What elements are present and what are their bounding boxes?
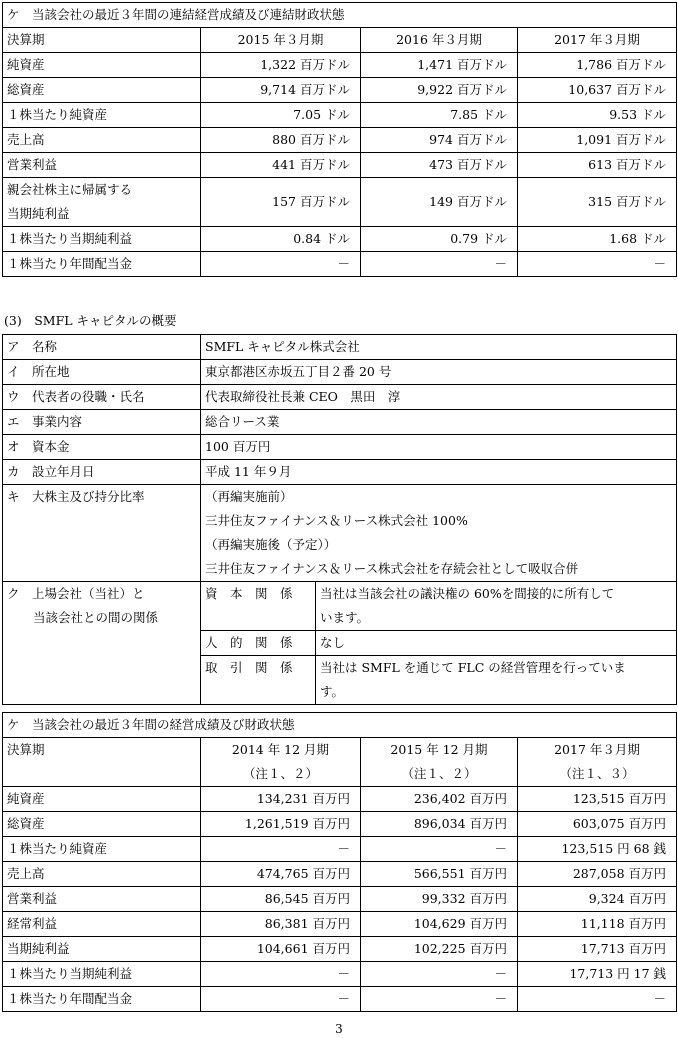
header-line: 2015 年 12 月期: [390, 742, 488, 757]
cell-value: 603,075 百万円: [518, 812, 677, 837]
cell-value: 102,225 百万円: [361, 937, 518, 962]
cell-value: 613 百万ドル: [518, 153, 677, 178]
shareholder-line: （再編実施後（予定））: [205, 537, 337, 552]
consolidated-results-table: [2, 2, 677, 277]
row-label: 純資産: [3, 787, 201, 812]
relationship-type: 取 引 関 係: [201, 656, 316, 705]
row-label: ウ 代表者の役職・氏名: [3, 385, 201, 410]
row-label: [3, 178, 201, 227]
header-cell: [518, 738, 677, 787]
cell-value: －: [518, 252, 677, 277]
table-row: [3, 582, 677, 631]
table-header-row: [3, 738, 677, 787]
cell-value: 123,515 円 68 銭: [518, 837, 677, 862]
relationship-line: す。: [320, 684, 345, 699]
table-caption: ケ 当該会社の最近３年間の連結経営成績及び連結財政状態: [3, 3, 677, 28]
cell-value: 0.79 ドル: [361, 227, 518, 252]
relationship-line: います。: [320, 610, 370, 625]
cell-value: 9,324 百万円: [518, 887, 677, 912]
row-label: １株当たり年間配当金: [3, 252, 201, 277]
table-row: [3, 410, 677, 435]
header-line: （注１、３）: [559, 766, 635, 781]
table-row: [3, 103, 677, 128]
cell-value: 7.05 ドル: [201, 103, 361, 128]
cell-value: 134,231 百万円: [201, 787, 361, 812]
cell-value: 315 百万ドル: [518, 178, 677, 227]
cell-value: 9,922 百万ドル: [361, 78, 518, 103]
row-label: 当期純利益: [3, 937, 201, 962]
table-row: [3, 912, 677, 937]
shareholders-cell: [201, 485, 677, 582]
row-label: 総資産: [3, 78, 201, 103]
row-label-line: ク 上場会社（当社）と: [7, 586, 145, 601]
header-cell: [201, 738, 361, 787]
header-line: 2014 年 12 月期: [231, 742, 330, 757]
header-cell: 決算期: [3, 738, 201, 787]
row-label: 売上高: [3, 128, 201, 153]
header-line: 2017 年３月期: [554, 742, 640, 757]
cell-value: 880 百万ドル: [201, 128, 361, 153]
cell-value: 157 百万ドル: [201, 178, 361, 227]
cell-value: －: [361, 837, 518, 862]
cell-value: 123,515 百万円: [518, 787, 677, 812]
row-label: オ 資本金: [3, 435, 201, 460]
cell-value: 1,471 百万ドル: [361, 53, 518, 78]
table-row: [3, 937, 677, 962]
cell-value: 100 百万円: [201, 435, 677, 460]
cell-value: 総合リース業: [201, 410, 677, 435]
relationship-line: 当社は SMFL を通じて FLC の経営管理を行っていま: [320, 660, 626, 675]
relationship-type: 資 本 関 係: [201, 582, 316, 631]
cell-value: 474,765 百万円: [201, 862, 361, 887]
table-row: [3, 837, 677, 862]
cell-value: －: [201, 837, 361, 862]
cell-value: 104,661 百万円: [201, 937, 361, 962]
row-label: キ 大株主及び持分比率: [3, 485, 201, 582]
row-label: エ 事業内容: [3, 410, 201, 435]
cell-value: 1,091 百万ドル: [518, 128, 677, 153]
section-title: (3) SMFL キャピタルの概要: [4, 313, 177, 328]
table-row: [3, 128, 677, 153]
row-label: 売上高: [3, 862, 201, 887]
cell-value: 441 百万ドル: [201, 153, 361, 178]
company-overview-table: [2, 334, 677, 705]
header-cell: 2017 年３月期: [518, 28, 677, 53]
table-row: [3, 962, 677, 987]
financial-results-table: [2, 712, 677, 1012]
cell-value: －: [361, 987, 518, 1012]
cell-value: 平成 11 年９月: [201, 460, 677, 485]
cell-value: 代表取締役社長兼 CEO 黒田 淳: [201, 385, 677, 410]
cell-value: 東京都港区赤坂五丁目２番 20 号: [201, 360, 677, 385]
row-label: １株当たり当期純利益: [3, 227, 201, 252]
cell-value: 9,714 百万ドル: [201, 78, 361, 103]
cell-value: 1.68 ドル: [518, 227, 677, 252]
page-number: 3: [335, 1022, 343, 1036]
cell-value: 1,261,519 百万円: [201, 812, 361, 837]
cell-value: －: [518, 987, 677, 1012]
header-cell: [361, 738, 518, 787]
row-label: ア 名称: [3, 335, 201, 360]
row-label: １株当たり純資産: [3, 103, 201, 128]
row-label: カ 設立年月日: [3, 460, 201, 485]
cell-value: －: [201, 252, 361, 277]
row-label: イ 所在地: [3, 360, 201, 385]
cell-value: 7.85 ドル: [361, 103, 518, 128]
cell-value: 1,322 百万ドル: [201, 53, 361, 78]
table-row: [3, 435, 677, 460]
cell-value: 974 百万ドル: [361, 128, 518, 153]
cell-value: 17,713 百万円: [518, 937, 677, 962]
shareholder-line: 三井住友ファイナンス＆リース株式会社を存続会社として吸収合併: [205, 561, 579, 576]
cell-value: 896,034 百万円: [361, 812, 518, 837]
table-row: [3, 887, 677, 912]
relationship-type: 人 的 関 係: [201, 631, 316, 656]
relationship-value: [316, 582, 677, 631]
cell-value: 236,402 百万円: [361, 787, 518, 812]
cell-value: －: [201, 962, 361, 987]
header-cell: 決算期: [3, 28, 201, 53]
row-label: [3, 582, 201, 705]
cell-value: 11,118 百万円: [518, 912, 677, 937]
cell-value: 17,713 円 17 銭: [518, 962, 677, 987]
table-row: [3, 485, 677, 582]
table-row: [3, 987, 677, 1012]
cell-value: 0.84 ドル: [201, 227, 361, 252]
cell-value: －: [201, 987, 361, 1012]
table-row: [3, 227, 677, 252]
cell-value: 473 百万ドル: [361, 153, 518, 178]
row-label: 純資産: [3, 53, 201, 78]
relationship-value: [316, 656, 677, 705]
cell-value: 287,058 百万円: [518, 862, 677, 887]
cell-value: 9.53 ドル: [518, 103, 677, 128]
relationship-value: なし: [316, 631, 677, 656]
row-label: 経常利益: [3, 912, 201, 937]
cell-value: 99,332 百万円: [361, 887, 518, 912]
cell-value: 86,381 百万円: [201, 912, 361, 937]
cell-value: －: [361, 962, 518, 987]
header-cell: 2016 年３月期: [361, 28, 518, 53]
table-header-row: [3, 28, 677, 53]
row-label: 総資産: [3, 812, 201, 837]
table-row: [3, 78, 677, 103]
table-row: [3, 153, 677, 178]
table-row: [3, 385, 677, 410]
row-label: １株当たり年間配当金: [3, 987, 201, 1012]
table-row: [3, 460, 677, 485]
header-cell: 2015 年３月期: [201, 28, 361, 53]
row-label-line: 親会社株主に帰属する: [7, 182, 133, 197]
cell-value: 10,637 百万ドル: [518, 78, 677, 103]
row-label: １株当たり純資産: [3, 837, 201, 862]
table-row: [3, 335, 677, 360]
header-line: （注１、２）: [401, 766, 477, 781]
table-row: [3, 360, 677, 385]
row-label: １株当たり当期純利益: [3, 962, 201, 987]
cell-value: 1,786 百万ドル: [518, 53, 677, 78]
cell-value: 149 百万ドル: [361, 178, 518, 227]
table-row: [3, 178, 677, 227]
table-row: [3, 812, 677, 837]
row-label: 営業利益: [3, 887, 201, 912]
shareholder-line: 三井住友ファイナンス＆リース株式会社 100%: [205, 513, 468, 528]
row-label: 営業利益: [3, 153, 201, 178]
table-row: [3, 252, 677, 277]
row-label-line: 当期純利益: [7, 206, 70, 221]
shareholder-line: （再編実施前）: [205, 489, 293, 504]
cell-value: －: [361, 252, 518, 277]
table-row: [3, 862, 677, 887]
table-row: [3, 787, 677, 812]
cell-value: 566,551 百万円: [361, 862, 518, 887]
header-line: （注１、２）: [242, 766, 318, 781]
row-label-line: 当該会社との間の関係: [33, 610, 159, 625]
cell-value: SMFL キャピタル株式会社: [201, 335, 677, 360]
table-row: [3, 53, 677, 78]
table-caption: ケ 当該会社の最近３年間の経営成績及び財政状態: [3, 713, 677, 738]
relationship-line: 当社は当該会社の議決権の 60%を間接的に所有して: [320, 586, 615, 601]
cell-value: 104,629 百万円: [361, 912, 518, 937]
cell-value: 86,545 百万円: [201, 887, 361, 912]
